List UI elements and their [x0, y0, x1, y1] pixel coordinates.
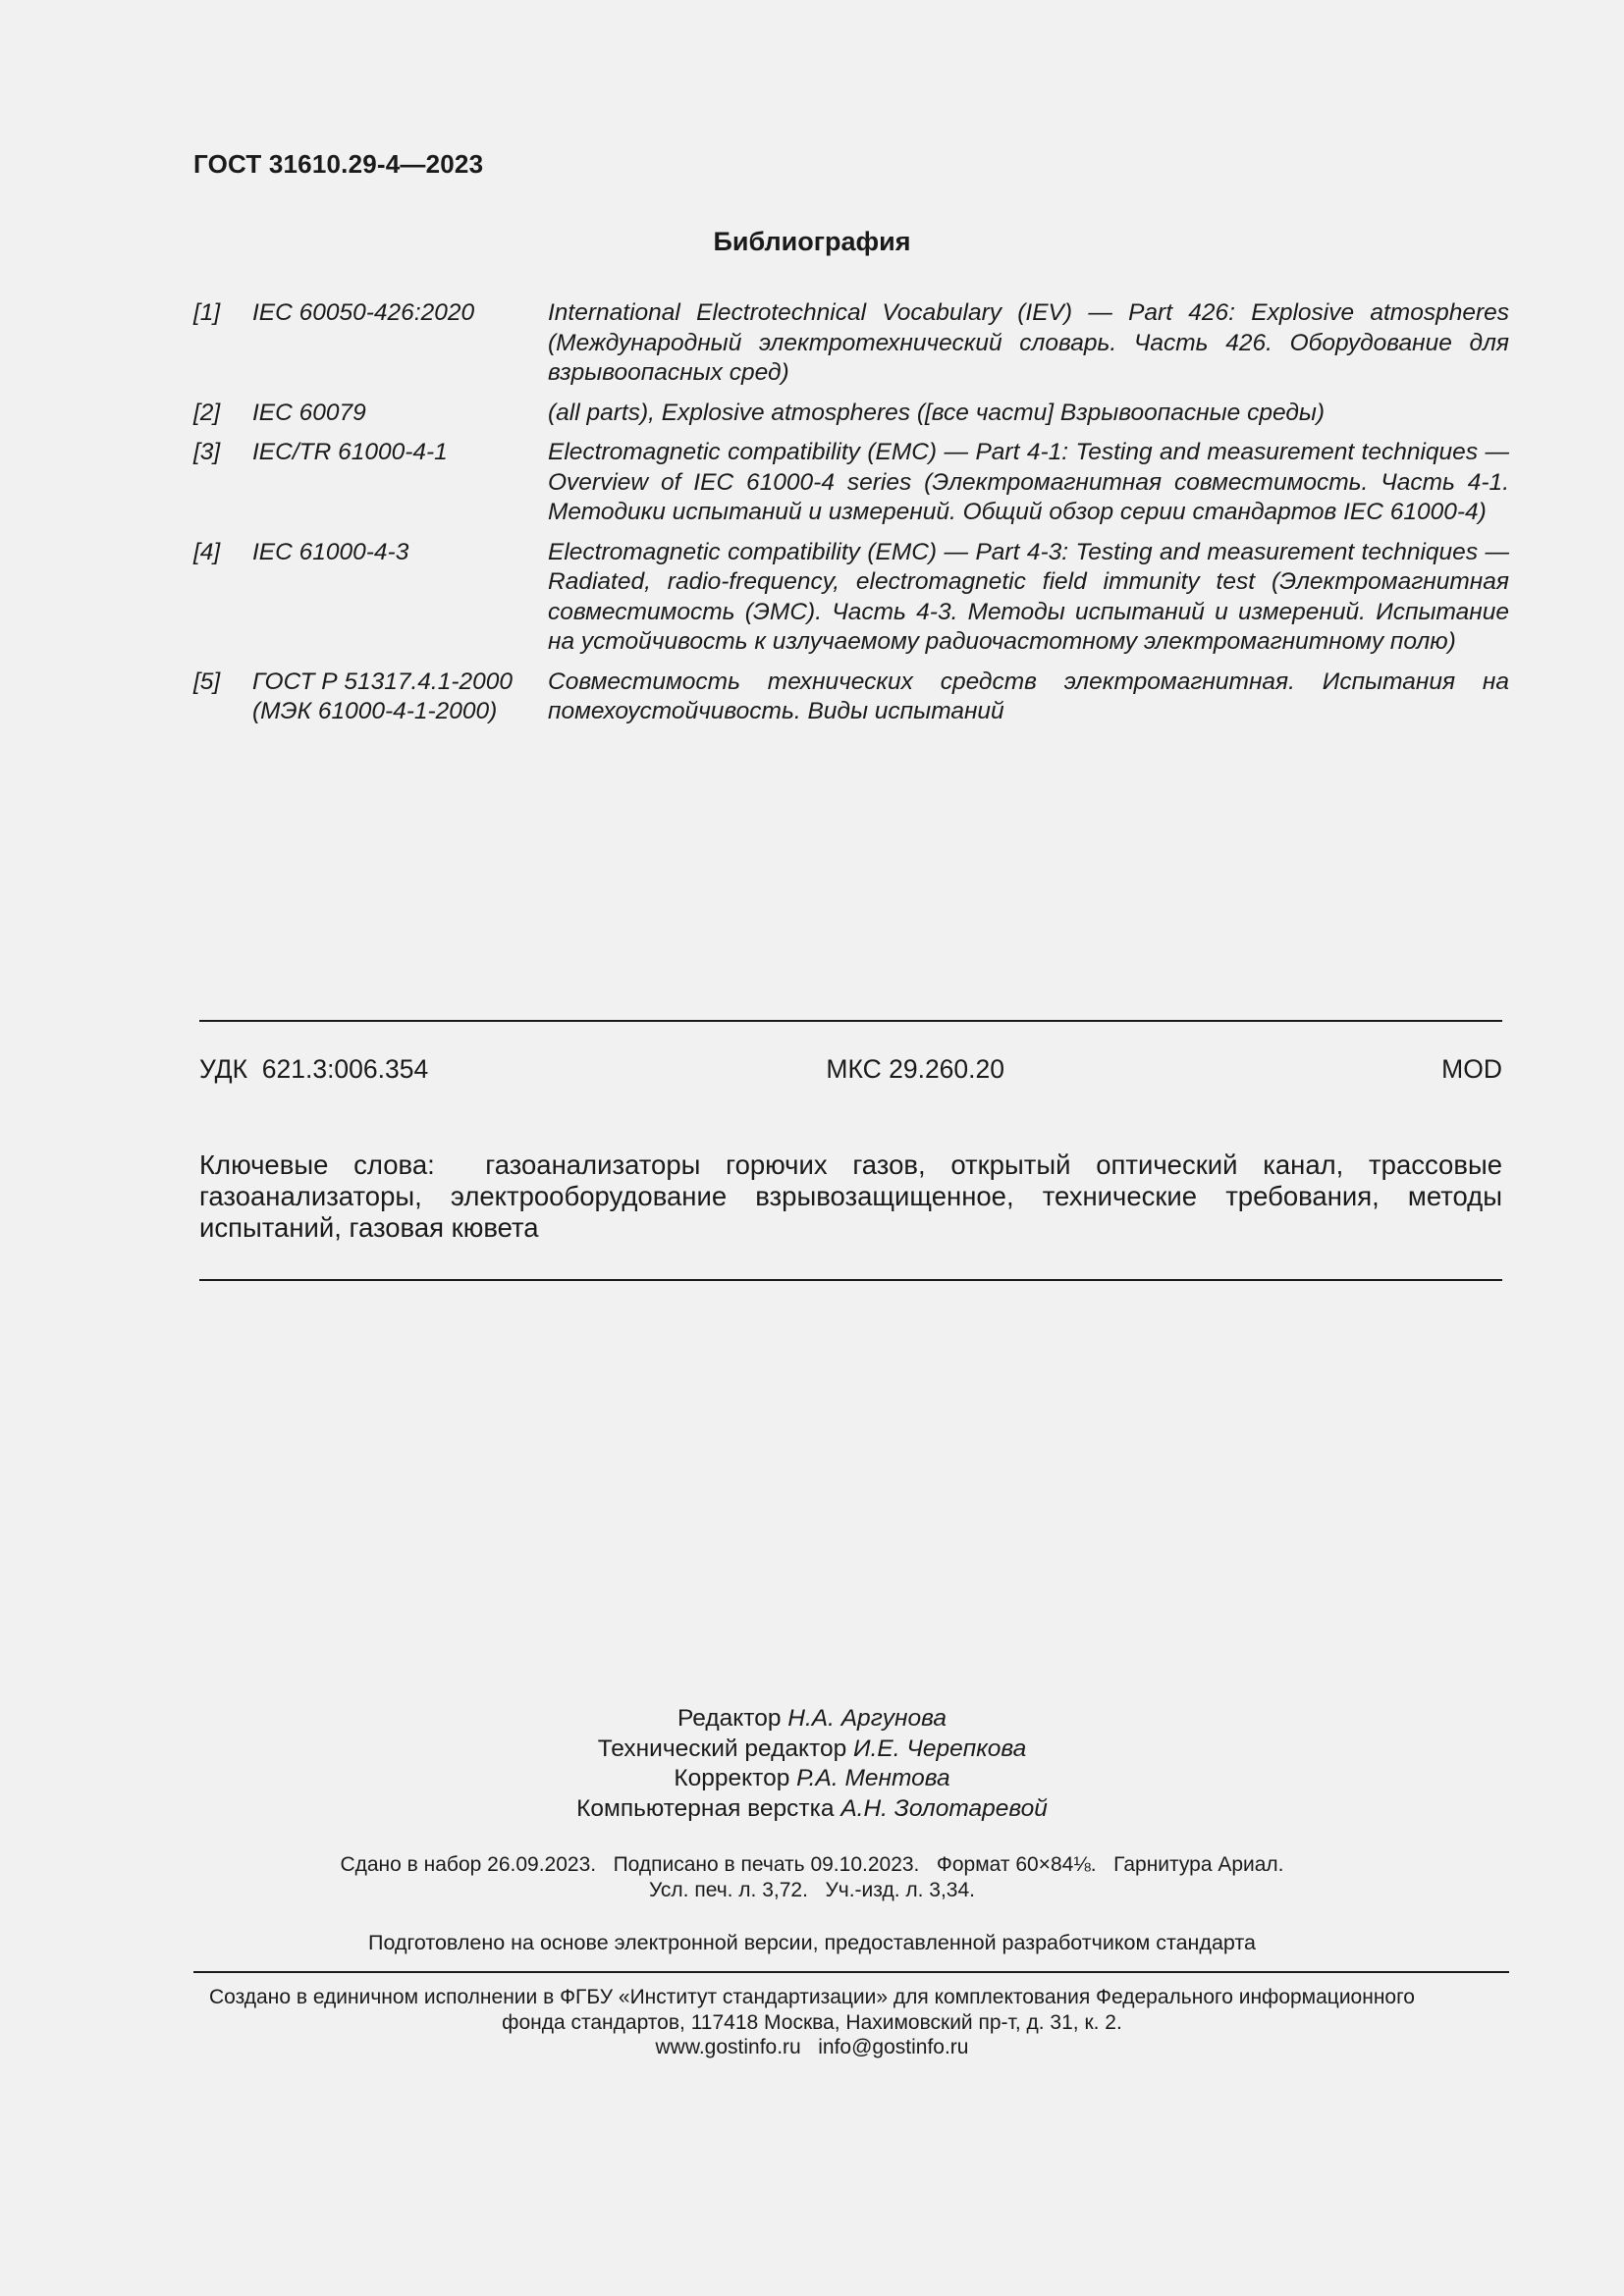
credit-tech-editor — [0, 1735, 1624, 1765]
credit-name: И.Е. Черепкова — [853, 1735, 1027, 1762]
publication-line: Сдано в набор 26.09.2023. Подписано в печать 09.10.2023. Формат 60×84⅛. Гарнитура Ариал. — [340, 1853, 1284, 1876]
bibliography-title: Библиография — [713, 227, 911, 256]
credit-role: Редактор — [677, 1705, 782, 1732]
udk-code: УДК 621.3:006.354 — [199, 1054, 429, 1084]
bibliography-entry — [193, 667, 1509, 727]
bibliography-entry-code-line: ГОСТ Р 51317.4.1-2000 — [252, 667, 514, 695]
bibliography-entry-number: [4] — [193, 538, 221, 565]
document-code: ГОСТ 31610.29-4—2023 — [193, 149, 484, 179]
credit-name: Р.А. Ментова — [796, 1765, 950, 1791]
classification-row — [199, 1054, 1502, 1085]
bibliography-entry — [193, 438, 1509, 528]
credits-block — [0, 1704, 1624, 1824]
bibliography-entry-number: [2] — [193, 399, 221, 426]
footer-line: Создано в единичном исполнении в ФГБУ «Институт стандартизации» для комплектования Федерального информационного — [209, 1986, 1415, 2008]
bibliography-entry — [193, 298, 1509, 389]
bibliography-entry — [193, 538, 1509, 658]
credit-editor — [0, 1704, 1624, 1735]
keywords-text: газоанализаторы горючих газов, открытый оптический канал, трассовые газоанализаторы, электрооборудование взрывозащищенное, технические требования, методы испытаний, газовая кювета — [199, 1149, 1503, 1243]
credit-role: Технический редактор — [597, 1735, 847, 1762]
website-link[interactable]: www.gostinfo.ru — [655, 2036, 801, 2058]
bibliography-entry-description: Совместимость технических средств электромагнитная. Испытания на помехоустойчивость. Виды испытаний — [548, 667, 1509, 724]
credit-role: Компьютерная верстка — [576, 1794, 835, 1822]
bibliography-entry-description: (all parts), Explosive atmospheres ([все части] Взрывоопасные среды) — [548, 399, 1326, 426]
bibliography-list — [193, 298, 1509, 737]
footer-divider — [193, 1971, 1509, 1973]
bibliography-entry-description: Electromagnetic compatibility (EMC) — Part 4-3: Testing and measurement techniques — Radiated, radio-frequency, electromagnetic field immunity test (Электромагнитная совместимость (ЭМС). Часть 4-3. Методы испытаний и измерений. Испытание на устойчивость к излучаемому радиочастотному электромагнитному полю) — [548, 538, 1509, 655]
footer-contacts — [0, 2035, 1624, 2060]
bibliography-entry-description: Electromagnetic compatibility (EMC) — Part 4-1: Testing and measurement techniques — Overview of IEC 61000-4 series (Электромагнитная совместимость. Часть 4-1. Методики испытаний и измерений. Общий обзор серии стандартов IEC 61000-4) — [548, 439, 1509, 525]
divider-top — [199, 1020, 1502, 1022]
mod-label: MOD — [1441, 1054, 1502, 1084]
divider-bottom — [199, 1279, 1502, 1281]
bibliography-entry-code: IEC/TR 61000-4-1 — [252, 439, 448, 465]
email-link[interactable]: info@gostinfo.ru — [818, 2036, 969, 2058]
bibliography-entry-number: [5] — [193, 667, 221, 695]
bibliography-entry-code-line: (МЭК 61000-4-1-2000) — [252, 698, 498, 724]
credit-layout — [0, 1794, 1624, 1825]
bibliography-entry-number: [3] — [193, 439, 221, 465]
footer-line: фонда стандартов, 117418 Москва, Нахимовский пр-т, д. 31, к. 2. — [502, 2010, 1122, 2034]
mks-code: МКС 29.260.20 — [826, 1054, 1004, 1084]
credit-name: А.Н. Золотаревой — [840, 1794, 1048, 1822]
credit-name: Н.А. Аргунова — [787, 1705, 947, 1732]
publication-info — [0, 1852, 1624, 1903]
bibliography-entry-code — [252, 667, 548, 727]
keywords-label: Ключевые слова: — [199, 1149, 435, 1180]
bibliography-entry-code: IEC 60050-426:2020 — [252, 299, 475, 326]
keywords-block — [199, 1149, 1502, 1244]
bibliography-entry-description: International Electrotechnical Vocabulary (IEV) — Part 426: Explosive atmospheres (Международный электротехнический словарь. Часть 426. Оборудование для взрывоопасных сред) — [548, 299, 1509, 386]
bibliography-entry — [193, 399, 1509, 429]
publication-line: Усл. печ. л. 3,72. Уч.-изд. л. 3,34. — [648, 1879, 975, 1901]
bibliography-entry-number: [1] — [193, 299, 221, 326]
footer-block — [0, 1985, 1624, 2060]
credit-corrector — [0, 1764, 1624, 1794]
prepared-note: Подготовлено на основе электронной версии, предоставленной разработчиком стандарта — [368, 1931, 1256, 1954]
bibliography-entry-code: IEC 60079 — [252, 399, 366, 426]
bibliography-entry-code: IEC 61000-4-3 — [252, 538, 409, 565]
credit-role: Корректор — [674, 1765, 790, 1791]
